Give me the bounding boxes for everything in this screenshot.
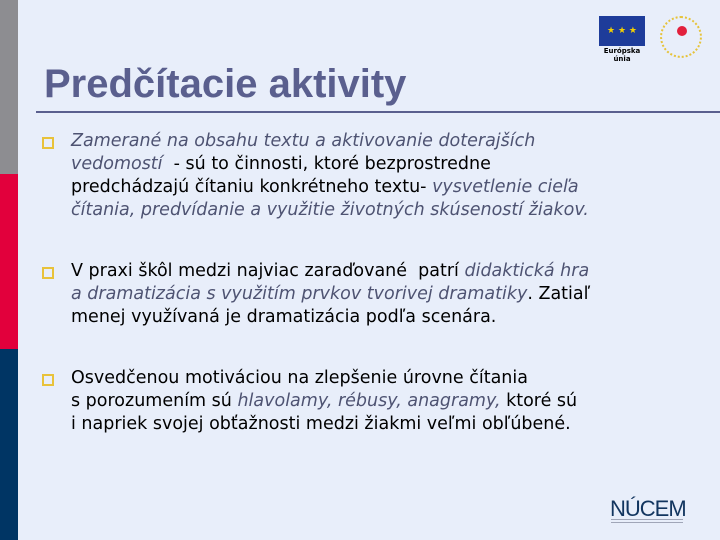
text-line	[71, 199, 692, 222]
text-line	[71, 260, 692, 283]
text-span: s porozumením sú	[71, 391, 238, 411]
bullet-item	[42, 260, 692, 329]
side-bar-navy	[0, 349, 18, 540]
text-span: . Zatiaľ	[527, 284, 591, 304]
text-line	[71, 283, 692, 306]
text-span: Osvedčenou motiváciou na zlepšenie úrovne čítania	[71, 368, 528, 388]
text-span: ktoré sú	[500, 391, 578, 411]
text-line	[71, 367, 692, 390]
side-bar-gray	[0, 0, 18, 174]
text-line	[71, 153, 692, 176]
bullet-item	[42, 130, 692, 222]
text-span: vysvetlenie cieľa	[432, 177, 579, 197]
text-span: predchádzajú čítaniu konkrétneho textu-	[71, 177, 433, 197]
text-line	[71, 390, 692, 413]
text-line	[71, 306, 692, 329]
text-span: didaktická hra	[464, 261, 590, 281]
eu-logo-label: Európska únia	[603, 47, 641, 63]
bullet-item	[42, 367, 692, 436]
text-span: - sú to činnosti, ktoré bezprostredne	[168, 154, 491, 174]
nucem-logo: NÚCEM	[610, 496, 686, 521]
text-line	[71, 176, 692, 199]
square-bullet-icon	[42, 374, 54, 386]
text-span: Zamerané na obsahu textu a aktivovanie doterajších	[71, 131, 536, 151]
text-span: vedomostí	[71, 154, 169, 174]
side-bar-red	[0, 174, 18, 349]
text-span: i napriek svojej obťažnosti medzi žiakmi veľmi obľúbené.	[71, 414, 571, 434]
text-span: V praxi škôl medzi najviac zaraďované patrí	[71, 261, 465, 281]
square-bullet-icon	[42, 137, 54, 149]
square-bullet-icon	[42, 267, 54, 279]
text-span: a dramatizácia s využitím prvkov tvorivej dramatiky	[71, 284, 528, 304]
text-line	[71, 413, 692, 436]
text-span: hlavolamy, rébusy, anagramy,	[237, 391, 501, 411]
text-span: menej využívaná je dramatizácia podľa scenára.	[71, 307, 497, 327]
eu-flag-logo: ★ ★ ★	[599, 16, 645, 46]
text-span: čítania, predvídanie a využitie životných skúseností žiakov.	[71, 200, 589, 220]
nucem-logo-subtitle	[611, 519, 683, 523]
esf-logo	[660, 16, 702, 58]
text-line	[71, 130, 692, 153]
slide-title: Predčítacie aktivity	[44, 62, 407, 106]
title-underline	[36, 111, 720, 113]
